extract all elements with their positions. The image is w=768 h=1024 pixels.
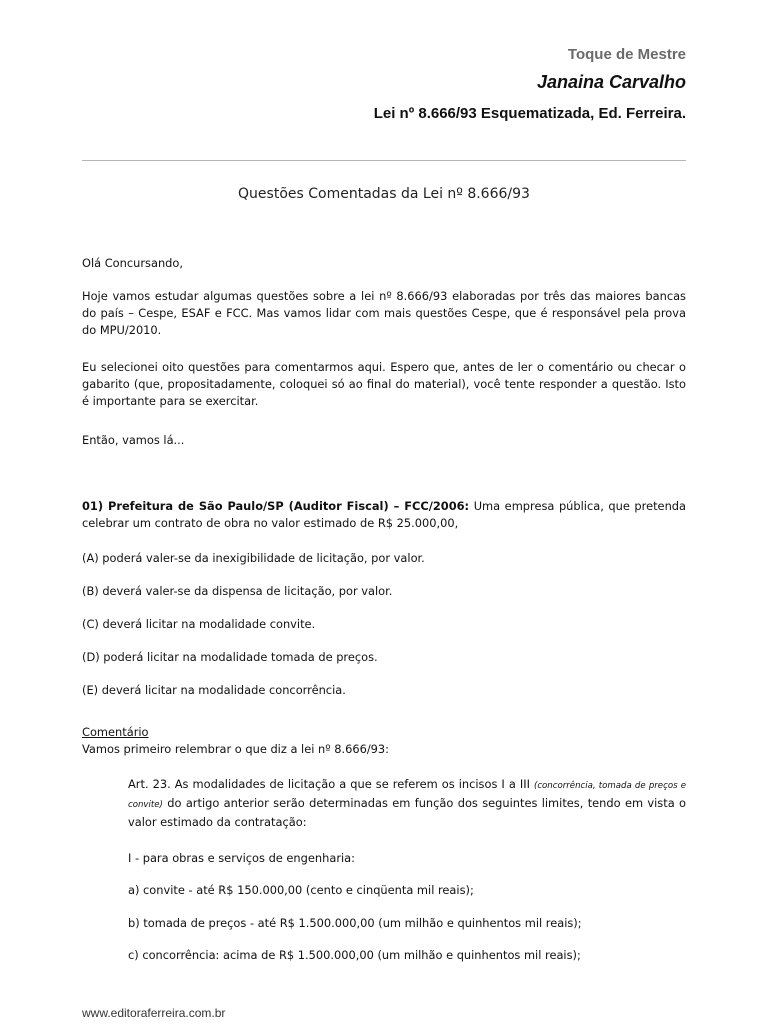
greeting bbox=[82, 255, 686, 272]
article-item-i: I - para obras e serviços de engenharia: bbox=[128, 851, 355, 865]
article-text-start: Art. 23. As modalidades de licitação a que se referem os incisos I a III bbox=[128, 777, 534, 791]
intro-paragraph-3 bbox=[82, 432, 686, 449]
question-paragraph bbox=[82, 498, 686, 532]
article-item-c: c) concorrência: acima de R$ 1.500.000,00 (um milhão e quinhentos mil reais); bbox=[128, 948, 581, 962]
page-header bbox=[374, 42, 686, 124]
header-divider bbox=[82, 160, 686, 161]
option-d: (D) poderá licitar na modalidade tomada de preços. bbox=[82, 650, 378, 664]
greeting-text: Olá Concursando, bbox=[82, 256, 183, 270]
brand-label: Toque de Mestre bbox=[567, 46, 686, 63]
option-c: (C) deverá licitar na modalidade convite. bbox=[82, 617, 316, 631]
option-e: (E) deverá licitar na modalidade concorrência. bbox=[82, 683, 346, 697]
option-b: (B) deverá valer-se da dispensa de licitação, por valor. bbox=[82, 584, 393, 598]
article-item-a: a) convite - até R$ 150.000,00 (cento e cinqüenta mil reais); bbox=[128, 883, 474, 897]
intro-p3-text: Então, vamos lá... bbox=[82, 433, 185, 447]
question-text: Uma empresa pública, que pretenda celebrar um contrato de obra no valor estimado de R$ 25.000,00, bbox=[82, 499, 686, 530]
article-note: (concorrência, tomada de preços e convite) bbox=[128, 781, 686, 810]
intro-p2-text: Eu selecionei oito questões para comentarmos aqui. Espero que, antes de ler o comentário ou checar o gabarito (que, propositadamente, coloquei só ao final do material), você tente responder a questão. Isto é importante para se exercitar. bbox=[82, 360, 686, 408]
book-title: Lei nº 8.666/93 Esquematizada, Ed. Ferreira. bbox=[373, 105, 686, 122]
intro-paragraph-1 bbox=[82, 288, 686, 339]
question-statement bbox=[82, 498, 686, 532]
article-quote bbox=[128, 776, 686, 831]
footer-url: www.editoraferreira.com.br bbox=[82, 1006, 226, 1020]
document-title: Questões Comentadas da Lei nº 8.666/93 bbox=[238, 186, 530, 202]
comment-heading: Comentário bbox=[82, 725, 149, 739]
question-heading: 01) Prefeitura de São Paulo/SP (Auditor Fiscal) – FCC/2006: bbox=[82, 499, 470, 513]
option-a: (A) poderá valer-se da inexigibilidade de licitação, por valor. bbox=[82, 551, 425, 565]
intro-paragraph-2 bbox=[82, 359, 686, 410]
article-item-b: b) tomada de preços - até R$ 1.500.000,00 (um milhão e quinhentos mil reais); bbox=[128, 916, 582, 930]
article-text-end: do artigo anterior serão determinadas em função dos seguintes limites, tendo em vista o valor estimado da contratação: bbox=[128, 796, 686, 829]
comment-lead: Vamos primeiro relembrar o que diz a lei nº 8.666/93: bbox=[82, 742, 389, 756]
intro-p1-text: Hoje vamos estudar algumas questões sobre a lei nº 8.666/93 elaboradas por três das maiores bancas do país – Cespe, ESAF e FCC. Mas vamos lidar com mais questões Cespe, que é responsável pela prova do MPU/2010. bbox=[82, 289, 686, 337]
author-name: Janaina Carvalho bbox=[536, 72, 686, 92]
